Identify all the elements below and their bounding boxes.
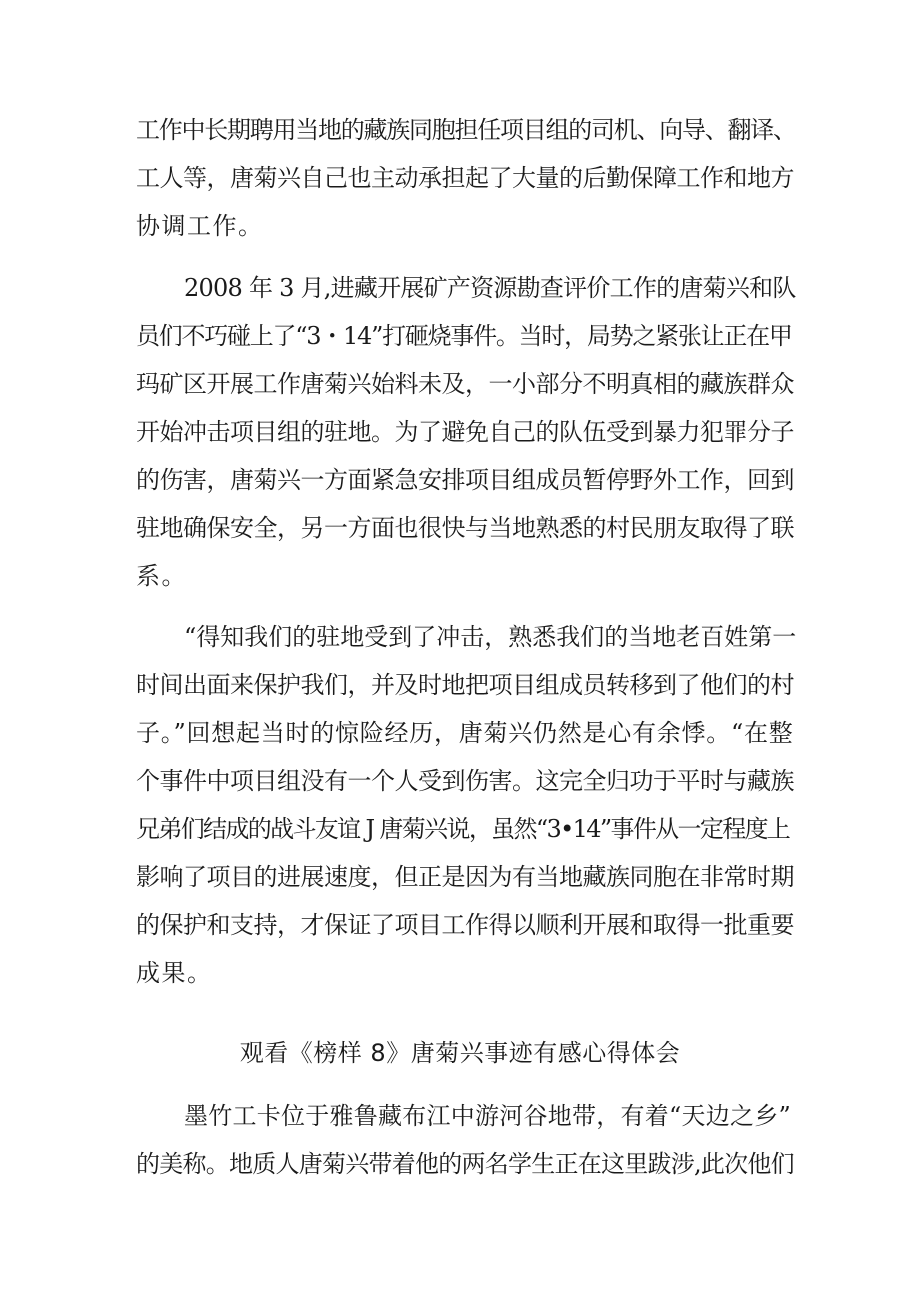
paragraph-line: 系。 — [136, 562, 187, 590]
paragraph-line: 的保护和支持，才保证了项目工作得以顺利开展和取得一批重要 — [136, 911, 794, 939]
paragraph-line: 协调工作。 — [136, 212, 264, 240]
paragraph-line: 2008 年 3 月,进藏开展矿产资源勘查评价工作的唐菊兴和队 — [184, 274, 796, 302]
paragraph-line: 子。”回想起当时的惊险经历，唐菊兴仍然是心有余悸。“在整 — [136, 719, 794, 747]
paragraph-line: 员们不巧碰上了“3・14”打砸烧事件。当时，局势之紧张让正在甲 — [136, 322, 792, 350]
paragraph-line: 成果。 — [136, 959, 213, 987]
paragraph-line: 玛矿区开展工作唐菊兴始料未及，一小部分不明真相的藏族群众 — [136, 370, 794, 398]
paragraph-line: 开始冲击项目组的驻地。为了避免自己的队伍受到暴力犯罪分子 — [136, 418, 794, 446]
paragraph-line: 驻地确保安全，另一方面也很快与当地熟悉的村民朋友取得了联 — [136, 514, 794, 542]
paragraph-line: 个事件中项目组没有一个人受到伤害。这完全归功于平时与藏族 — [136, 767, 794, 795]
section-title: 观看《榜样 8》唐菊兴事迹有感心得体会 — [239, 1039, 681, 1067]
paragraph-line: 兄弟们结成的战斗友谊 J 唐菊兴说，虽然“3•14”事件从一定程度上 — [136, 815, 790, 843]
paragraph-line: 影响了项目的进展速度，但正是因为有当地藏族同胞在非常时期 — [136, 863, 794, 891]
paragraph-line: “得知我们的驻地受到了冲击，熟悉我们的当地老百姓第一 — [184, 623, 797, 651]
paragraph-line: 工人等，唐菊兴自己也主动承担起了大量的后勤保障工作和地方 — [136, 164, 794, 192]
paragraph-line: 时间出面来保护我们，并及时地把项目组成员转移到了他们的村 — [136, 671, 794, 699]
paragraph-line: 的美称。地质人唐菊兴带着他的两名学生正在这里跋涉,此次他们 — [136, 1150, 794, 1178]
paragraph-line: 墨竹工卡位于雅鲁藏布江中游河谷地带，有着“天边之乡” — [184, 1102, 792, 1130]
paragraph-line: 的伤害，唐菊兴一方面紧急安排项目组成员暂停野外工作，回到 — [136, 466, 794, 494]
paragraph-line: 工作中长期聘用当地的藏族同胞担任项目组的司机、向导、翻译、 — [136, 116, 796, 144]
